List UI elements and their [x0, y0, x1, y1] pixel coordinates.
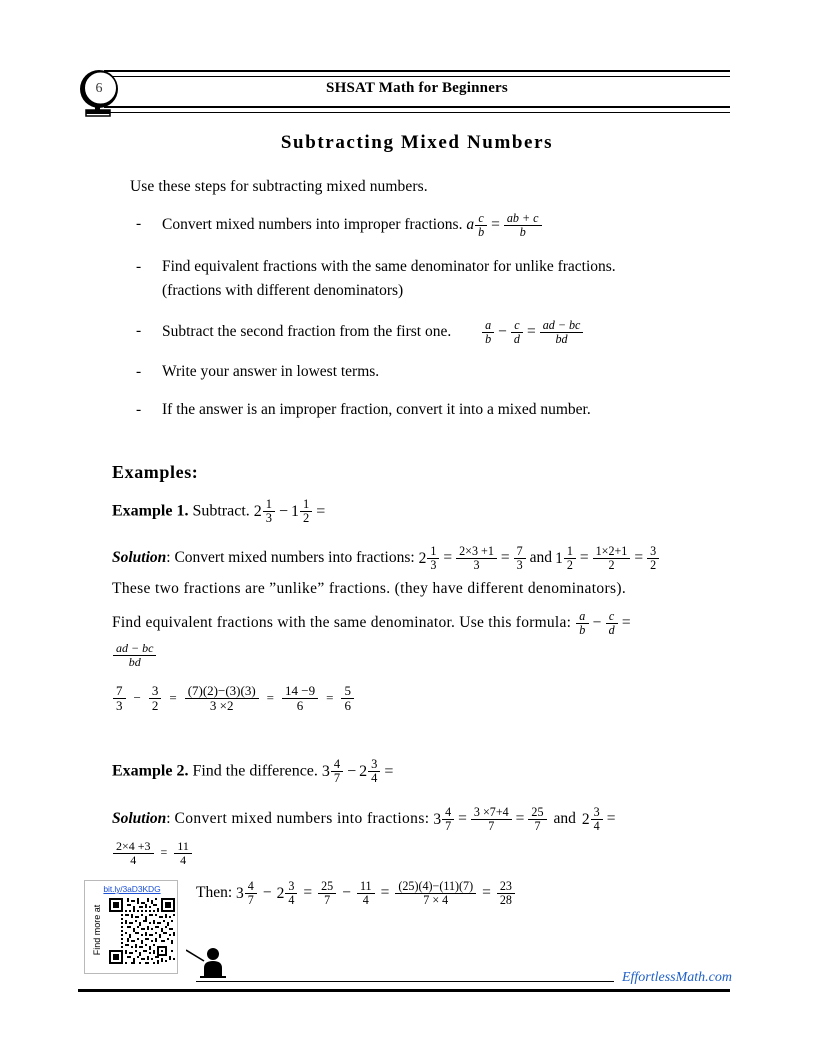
example2-prompt-line — [112, 758, 396, 786]
example1-prompt: Subtract. — [192, 502, 250, 520]
bullet-dash: - — [136, 215, 142, 232]
step-item — [136, 360, 736, 384]
formula-a-den: b — [485, 332, 492, 347]
sol2-mixed1-num: 4 — [442, 806, 454, 820]
example1-solution-math — [419, 545, 661, 572]
example2-problem — [322, 758, 397, 786]
teacher-pointer-icon — [186, 946, 232, 980]
then-mixed2-whole: 2 — [276, 884, 285, 902]
bullet-dash: - — [136, 401, 142, 419]
sol-frac3-num: 1×2+1 — [593, 545, 631, 559]
example1-solution-line — [112, 545, 660, 572]
sol-frac3-den: 2 — [608, 558, 615, 573]
step-item — [136, 398, 736, 422]
example2-then-line — [196, 880, 516, 907]
calc-f3-den: 3 ×2 — [209, 698, 234, 714]
sol2-frac2-num: 25 — [528, 806, 546, 820]
calc-f5-den: 6 — [344, 698, 351, 714]
sol2-eq-1: = — [458, 810, 467, 828]
example1-note-unlike: These two fractions are ”unlike” fractions. (they have different denominators). — [112, 580, 627, 597]
step-item — [136, 319, 736, 346]
then-minus-2: − — [342, 884, 351, 902]
inline-c-den: d — [608, 623, 615, 638]
then-mixed1-whole: 3 — [236, 884, 244, 902]
qr-code-icon[interactable] — [109, 898, 175, 964]
formula-num: c — [475, 212, 487, 226]
then-f3-num: (25)(4)−(11)(7) — [395, 880, 476, 894]
then-f1-den: 7 — [324, 893, 331, 908]
solution-text: Convert mixed numbers into fractions: — [174, 549, 415, 567]
cont-num: ad − bc — [113, 642, 156, 656]
calc-eq-3: = — [326, 689, 334, 705]
step-item — [136, 212, 736, 239]
problem2-num-2: 3 — [368, 758, 380, 772]
problem2-whole-1: 3 — [321, 762, 330, 780]
footer-rule-thin — [196, 981, 614, 982]
sol-frac4-num: 3 — [647, 545, 659, 559]
solution-label: Solution — [112, 810, 167, 828]
calc-minus: − — [133, 689, 141, 705]
formula-den: b — [478, 225, 485, 240]
example1-note-formula-text: Find equivalent fractions with the same denominator. Use this formula: — [112, 614, 572, 632]
step-item — [136, 255, 736, 303]
calc-f1-den: 3 — [116, 698, 123, 714]
footer-brand[interactable]: EffortlessMath.com — [621, 970, 732, 985]
formula-minus: − — [498, 323, 507, 341]
page-number-badge — [78, 68, 126, 120]
sol-frac4-den: 2 — [650, 558, 657, 573]
then-mixed1-den: 7 — [247, 893, 254, 908]
bullet-dash: - — [136, 363, 142, 381]
sol-and: and — [529, 549, 553, 567]
sol2-mixed1-whole: 3 — [433, 810, 442, 828]
sol-mixed1-num: 1 — [427, 545, 439, 559]
sol-mixed2-num: 1 — [564, 545, 576, 559]
sol2-mixed1-den: 7 — [445, 819, 452, 834]
then-f3-den: 7 × 4 — [423, 893, 449, 908]
examples-heading: Examples: — [112, 462, 199, 482]
section-title: Subtracting Mixed Numbers — [280, 132, 554, 153]
page-header — [104, 70, 730, 112]
step-text: If the answer is an improper fraction, convert it into a mixed number. — [162, 401, 591, 419]
step-text: Subtract the second fraction from the first one. — [162, 323, 452, 341]
sol2-mixed2-whole: 2 — [581, 810, 590, 828]
cont2-rden: 4 — [180, 852, 187, 867]
problem2-den-1: 7 — [333, 771, 341, 786]
example2-solution-math — [433, 806, 618, 833]
sol-mixed2-den: 2 — [566, 558, 573, 573]
calc-f1-num: 7 — [113, 684, 126, 699]
steps-list — [136, 212, 736, 434]
cont2-rnum: 11 — [174, 840, 192, 854]
problem2-whole-2: 2 — [359, 762, 368, 780]
cont2-num: 2×4 +3 — [113, 840, 154, 854]
formula-a-num: a — [482, 319, 494, 333]
bullet-dash: - — [136, 322, 142, 340]
solution-text: Convert mixed numbers into fractions: — [174, 810, 430, 828]
example2-then-math — [236, 880, 516, 907]
sol-frac2-den: 3 — [516, 558, 523, 573]
inline-minus: − — [592, 614, 602, 632]
sol-eq-3: = — [579, 549, 589, 567]
example2-label: Example 2. — [112, 762, 189, 780]
qr-side-label: Find more at — [92, 904, 102, 956]
problem-equals: = — [316, 502, 326, 520]
example2-fraction-continuation — [112, 840, 193, 867]
inline-c-num: c — [606, 610, 618, 624]
then-f4-num: 23 — [497, 880, 515, 894]
inline-a-num: a — [576, 610, 588, 624]
sol-mixed1-whole: 2 — [418, 549, 427, 567]
example1-prompt-line — [112, 498, 328, 526]
sol-eq-4: = — [634, 549, 644, 567]
formula-equals: = — [526, 323, 536, 341]
then-label: Then: — [196, 884, 233, 902]
qr-link-text[interactable]: bit.ly/3aD3KDG — [103, 884, 161, 894]
sol-frac1-num: 2×3 +1 — [456, 545, 497, 559]
header-rule-bottom — [104, 106, 730, 113]
then-f2-num: 11 — [357, 880, 375, 894]
cont-den: bd — [128, 654, 141, 669]
step-text: Write your answer in lowest terms. — [162, 363, 380, 381]
page-number: 6 — [95, 81, 103, 96]
example1-note-formula — [112, 610, 634, 637]
then-eq-3: = — [482, 884, 491, 902]
then-mixed2-num: 3 — [285, 880, 297, 894]
step-formula — [466, 212, 542, 239]
problem-minus: − — [279, 502, 289, 520]
problem-whole-2: 1 — [291, 502, 300, 520]
formula-whole: a — [466, 216, 475, 234]
then-mixed2-den: 4 — [288, 893, 295, 908]
then-eq-2: = — [380, 884, 390, 902]
problem2-den-2: 4 — [371, 771, 378, 786]
solution-colon: : — [166, 810, 171, 828]
example1-problem — [254, 498, 329, 526]
formula-b-num: c — [511, 319, 523, 333]
example2-prompt: Find the difference. — [192, 762, 318, 780]
inline-equals: = — [621, 614, 631, 632]
calc-f4-num: 14 −9 — [282, 684, 318, 699]
solution-colon: : — [166, 549, 171, 567]
calc-eq-2: = — [266, 689, 274, 705]
example1-formula-continuation — [112, 642, 157, 669]
sol2-eq-3: = — [606, 810, 616, 828]
inline-a-den: b — [579, 623, 586, 638]
formula-equals: = — [491, 216, 500, 234]
sol2-frac1-num: 3 ×7+4 — [471, 806, 512, 820]
cont2-den: 4 — [130, 852, 137, 867]
calc-f4-den: 6 — [296, 698, 304, 714]
formula-rden: b — [519, 225, 526, 240]
sol2-mixed2-num: 3 — [591, 806, 603, 820]
sol2-frac1-den: 7 — [488, 819, 495, 834]
calc-f5-num: 5 — [341, 684, 354, 699]
sol-mixed1-den: 3 — [430, 558, 437, 573]
step-text-second-line: (fractions with different denominators) — [162, 282, 404, 300]
step-formula — [481, 319, 584, 346]
sol-eq-1: = — [443, 549, 453, 567]
then-minus-1: − — [262, 884, 272, 902]
sol2-eq-2: = — [515, 810, 525, 828]
calc-f3-num: (7)(2)−(3)(3) — [185, 684, 259, 699]
sol2-frac2-den: 7 — [534, 819, 541, 834]
formula-r-num: ad − bc — [540, 319, 584, 333]
problem2-minus: − — [347, 762, 357, 780]
calc-f2-den: 2 — [151, 698, 159, 714]
qr-promo-box[interactable] — [84, 880, 178, 974]
step-text: Find equivalent fractions with the same denominator for unlike fractions. — [162, 258, 616, 276]
step-text: Convert mixed numbers into improper fractions. — [162, 216, 463, 234]
sol-frac2-num: 7 — [514, 545, 526, 559]
cont2-equals: = — [160, 845, 168, 860]
formula-b-den: d — [513, 332, 520, 347]
problem2-equals: = — [384, 762, 394, 780]
sol-mixed2-whole: 1 — [555, 549, 563, 567]
problem-den-1: 3 — [265, 511, 273, 526]
intro-text: Use these steps for subtracting mixed numbers. — [130, 178, 428, 195]
example1-calculation — [112, 684, 355, 713]
footer-rule-thick — [78, 989, 730, 992]
problem2-num-1: 4 — [331, 758, 343, 772]
sol-frac1-den: 3 — [473, 558, 480, 573]
header-rule-top — [104, 70, 730, 77]
formula-r-den: bd — [555, 332, 568, 347]
solution-label: Solution — [112, 549, 167, 567]
problem-whole-1: 2 — [253, 502, 262, 520]
then-f2-den: 4 — [362, 893, 369, 908]
sol2-and: and — [553, 810, 576, 828]
problem-num-1: 1 — [263, 498, 275, 512]
then-eq-1: = — [303, 884, 313, 902]
example1-label: Example 1. — [112, 502, 189, 520]
then-f1-num: 25 — [318, 880, 336, 894]
then-mixed1-num: 4 — [245, 880, 257, 894]
bullet-dash: - — [136, 258, 142, 276]
then-f4-den: 28 — [499, 893, 512, 908]
calc-eq-1: = — [169, 689, 177, 705]
calc-f2-num: 3 — [149, 684, 162, 699]
book-title: SHSAT Math for Beginners — [326, 80, 508, 96]
example1-inline-formula — [575, 610, 634, 637]
sol2-mixed2-den: 4 — [593, 819, 600, 834]
sol-eq-2: = — [500, 549, 510, 567]
example2-solution-line — [112, 806, 618, 833]
problem-num-2: 1 — [300, 498, 312, 512]
problem-den-2: 2 — [303, 511, 310, 526]
formula-rnum: ab + c — [504, 212, 542, 226]
